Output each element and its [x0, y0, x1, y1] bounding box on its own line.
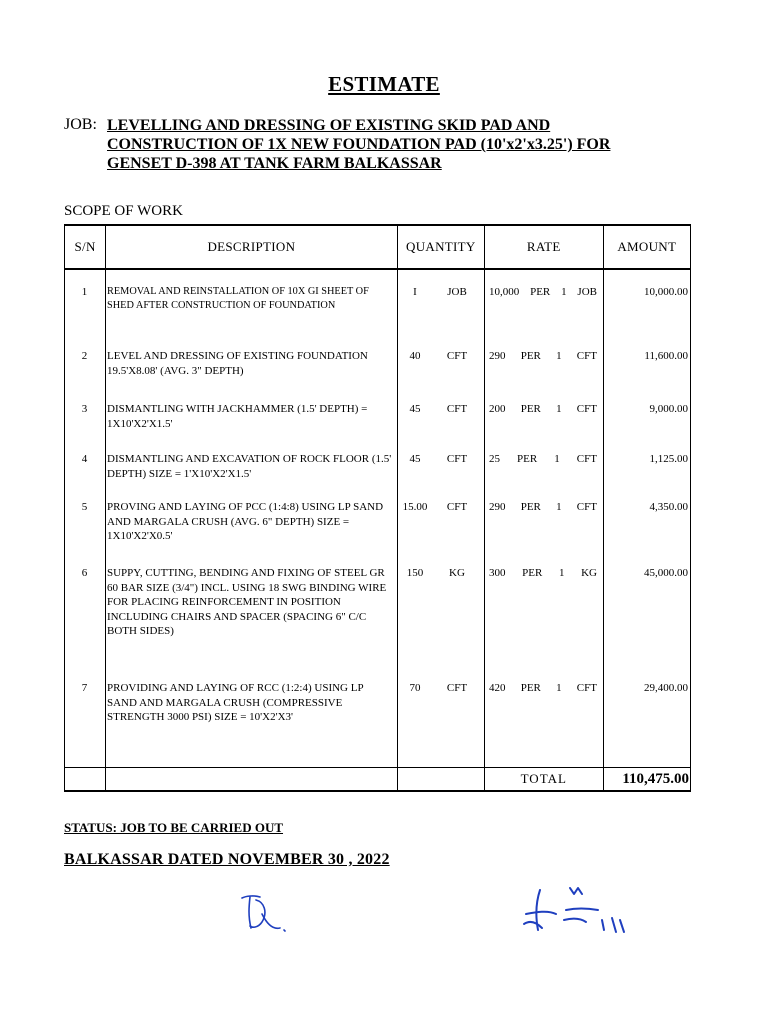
row-2-rate [486, 349, 600, 364]
row-7-rate [486, 681, 600, 696]
row-4-sn: 4 [81, 453, 88, 465]
row-3-unit: CFT [446, 403, 468, 415]
row-2-rate-value: 290 [489, 350, 506, 362]
row-3-quantity: 45 [409, 403, 421, 415]
row-5-rate [486, 500, 600, 515]
job-line-2: CONSTRUCTION OF 1X NEW FOUNDATION PAD (10'x2'x3.25') FOR [107, 136, 611, 153]
header-quantity: QUANTITY [397, 225, 484, 269]
header-amount: AMOUNT [603, 225, 690, 269]
total-empty-sn [65, 768, 106, 792]
row-7-unit: CFT [446, 682, 468, 694]
row-2-per-qty: 1 [556, 350, 562, 362]
row-1-per-qty: 1 [561, 286, 567, 298]
row-6-unit: KG [449, 567, 465, 579]
row-1-per: PER [530, 286, 551, 298]
row-6-description: SUPPY, CUTTING, BENDING AND FIXING OF STEEL GR 60 BAR SIZE (3/4") INCL. USING 18 SWG BINDING WIRE FOR PLACING REINFORCEMENT IN POSITION INCLUDING CHAIRS AND SPACER (SPACING 6" C/C BOTH SIDES) [107, 567, 387, 637]
row-7-per-qty: 1 [556, 682, 562, 694]
row-3-rate [486, 402, 600, 417]
row-6-rate-value: 300 [489, 567, 506, 579]
row-4-rate [486, 452, 600, 467]
row-4-per: PER [517, 453, 538, 465]
row-5-per-unit: CFT [576, 501, 597, 513]
row-5-amount: 4,350.00 [649, 501, 688, 513]
row-3-amount: 9,000.00 [649, 403, 688, 415]
row-2-per: PER [520, 350, 541, 362]
row-7-amount: 29,400.00 [644, 682, 688, 694]
signature-right [520, 880, 636, 940]
row-1-amount: 10,000.00 [644, 286, 688, 298]
row-4-quantity: 45 [409, 453, 421, 465]
row-1-rate [486, 285, 600, 300]
row-1-rate-value: 10,000 [489, 286, 520, 298]
header-rate: RATE [484, 225, 603, 269]
row-1-per-unit: JOB [577, 286, 597, 298]
row-1-sn: 1 [81, 286, 88, 298]
row-5-rate-value: 290 [489, 501, 506, 513]
row-3-per-unit: CFT [576, 403, 597, 415]
row-6-per-qty: 1 [558, 567, 565, 579]
row-2-per-unit: CFT [576, 350, 597, 362]
total-row [65, 768, 691, 792]
row-6-per-unit: KG [581, 567, 597, 579]
header-description: DESCRIPTION [106, 225, 397, 269]
scope-of-work-label: SCOPE OF WORK [64, 203, 183, 219]
row-2-quantity: 40 [409, 350, 421, 362]
row-7-sn: 7 [81, 682, 88, 694]
row-5-sn: 5 [81, 501, 88, 513]
row-4-amount: 1,125.00 [649, 453, 688, 465]
row-3-sn: 3 [81, 403, 88, 415]
row-7-rate-value: 420 [489, 682, 506, 694]
job-line-1: LEVELLING AND DRESSING OF EXISTING SKID PAD AND [107, 117, 551, 134]
row-6-per: PER [522, 567, 543, 579]
total-value: 110,475.00 [603, 768, 690, 792]
row-5-description: PROVING AND LAYING OF PCC (1:4:8) USING LP SAND AND MARGALA CRUSH (AVG. 6" DEPTH) SIZE = 1X10'X2'X0.5' [107, 501, 384, 542]
row-3-rate-value: 200 [489, 403, 506, 415]
row-6-sn: 6 [81, 567, 88, 579]
row-4-unit: CFT [446, 453, 468, 465]
row-2-unit: CFT [446, 350, 468, 362]
total-empty-qty [397, 768, 484, 792]
row-4-rate-value: 25 [489, 453, 500, 465]
row-6-amount: 45,000.00 [644, 567, 688, 579]
row-6-quantity: 150 [406, 567, 424, 579]
row-1-quantity: I [413, 286, 417, 298]
table-header-row [65, 225, 691, 269]
row-3-per-qty: 1 [556, 403, 562, 415]
row-2-sn: 2 [81, 350, 88, 362]
row-5-per: PER [520, 501, 541, 513]
status-line: STATUS: JOB TO BE CARRIED OUT [64, 820, 284, 835]
row-4-per-qty: 1 [554, 453, 560, 465]
row-7-description: PROVIDING AND LAYING OF RCC (1:2:4) USING LP SAND AND MARGALA CRUSH (COMPRESSIVE STRENGTH 3000 PSI) SIZE = 10'X2'X3' [107, 682, 364, 723]
row-1-unit: JOB [447, 286, 467, 298]
row-5-quantity: 15.00 [402, 501, 428, 513]
signature-left [236, 888, 298, 938]
row-5-unit: CFT [446, 501, 468, 513]
row-3-description: DISMANTLING WITH JACKHAMMER (1.5' DEPTH) = 1X10'X2'X1.5' [107, 403, 368, 430]
row-7-per: PER [520, 682, 541, 694]
job-label: JOB: [64, 116, 97, 133]
row-6-rate [486, 566, 600, 581]
document-title: ESTIMATE [328, 72, 440, 96]
row-2-amount: 11,600.00 [644, 350, 688, 362]
row-5-per-qty: 1 [556, 501, 562, 513]
place-date-line: BALKASSAR DATED NOVEMBER 30 , 2022 [64, 851, 390, 868]
row-7-quantity: 70 [409, 682, 421, 694]
job-line-3: GENSET D-398 AT TANK FARM BALKASSAR [107, 155, 442, 172]
row-1-description: REMOVAL AND REINSTALLATION OF 10X GI SHEET OF SHED AFTER CONSTRUCTION OF FOUNDATION [107, 286, 369, 311]
row-2-description: LEVEL AND DRESSING OF EXISTING FOUNDATION 19.5'X8.08' (AVG. 3" DEPTH) [107, 350, 368, 377]
total-label: TOTAL [484, 768, 603, 792]
header-sn: S/N [65, 225, 106, 269]
total-empty-desc [106, 768, 397, 792]
row-3-per: PER [520, 403, 541, 415]
row-4-per-unit: CFT [576, 453, 597, 465]
row-4-description: DISMANTLING AND EXCAVATION OF ROCK FLOOR (1.5' DEPTH) SIZE = 1'X10'X2'X1.5' [107, 453, 392, 480]
job-description [107, 116, 667, 173]
row-7-per-unit: CFT [576, 682, 597, 694]
